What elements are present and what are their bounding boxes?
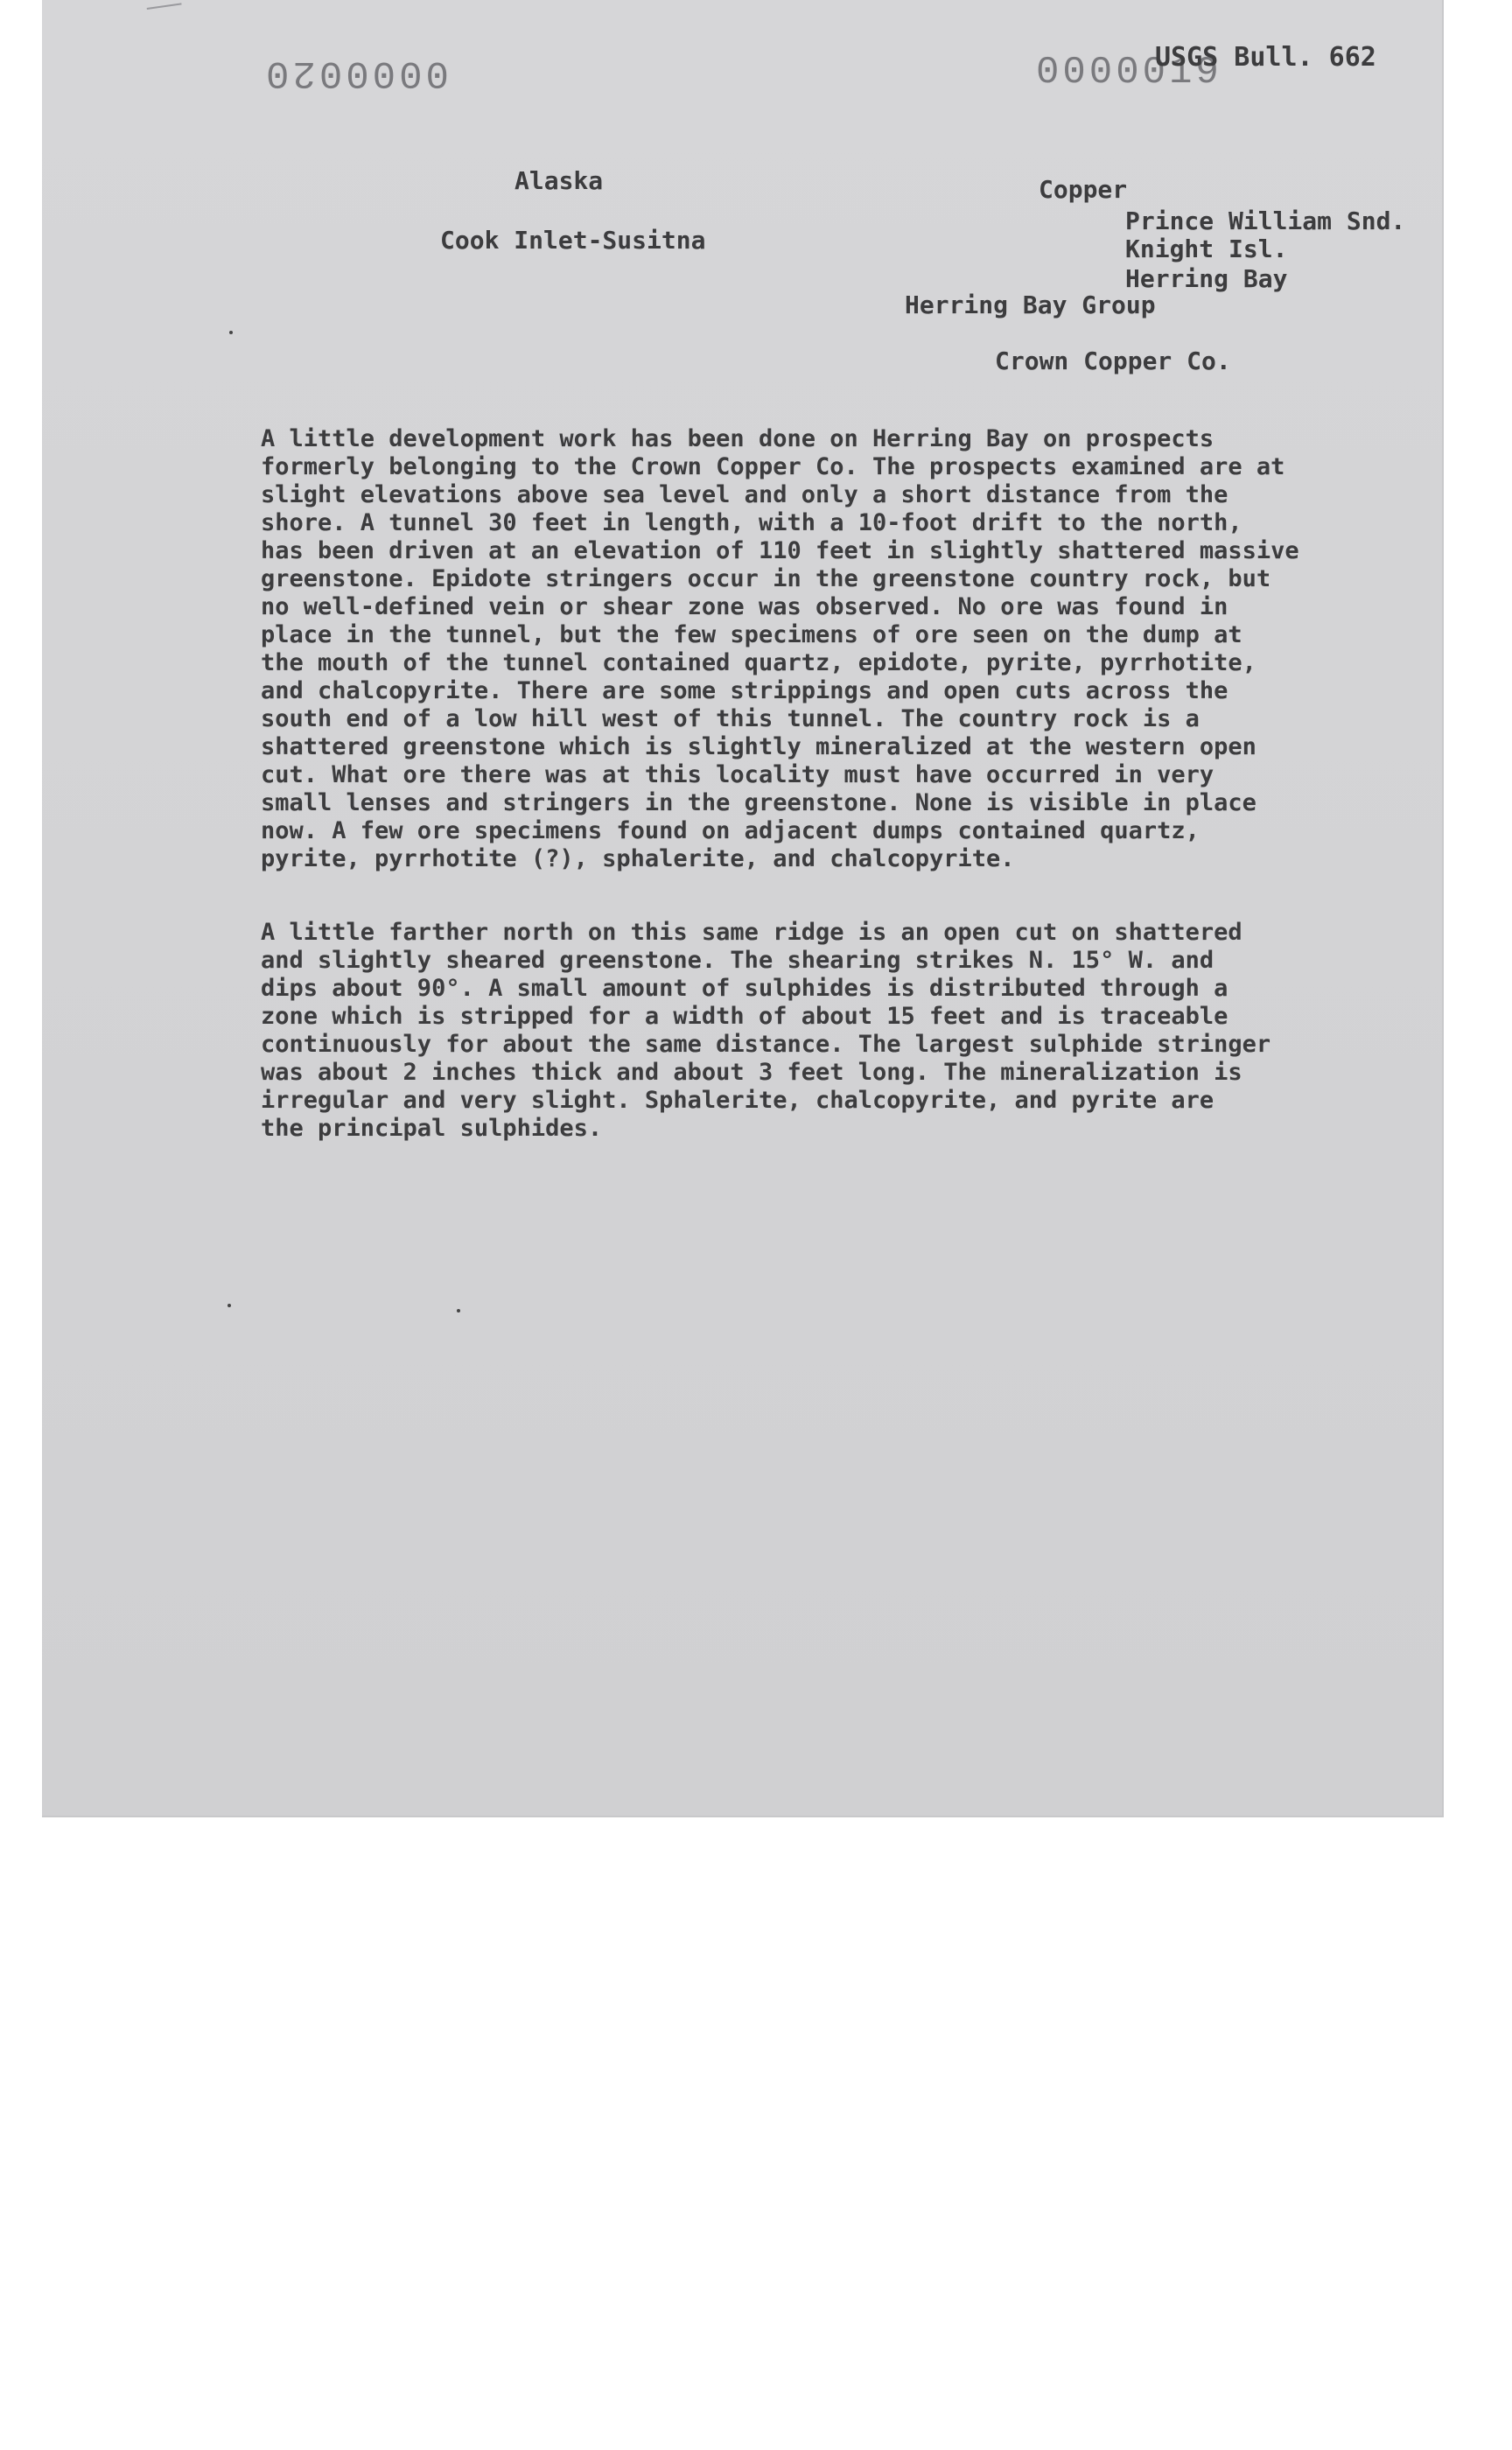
scan-speck [229, 331, 233, 334]
group-label: Herring Bay Group [905, 290, 1156, 319]
corner-mark [147, 3, 186, 38]
page-stamp-left: 0000020 [262, 51, 449, 94]
commodity-label: Copper [1039, 175, 1128, 204]
page-stamp-right: 0000019 [1036, 51, 1222, 94]
state-label: Alaska [514, 166, 604, 195]
scan-speck [457, 1309, 460, 1312]
body-paragraph: A little development work has been done on Herring Bay on prospects formerly belonging to the Crown Copper Co. The prospects examined are at slight elevations above sea level and only a short distance from the shore. A tunnel 30 feet in length, with a 10-foot drift to the north, has been driven at an elevation of 110 feet in slightly shattered massive greenstone. Epidote stringers occur in the greenstone country rock, but no well-defined vein or shear zone was observed. No ore was found in place in the tunnel, but the few specimens of ore seen on the dump at the mouth of the tunnel contained quartz, epidote, pyrite, pyrrhotite, and chalcopyrite. There are some strippings and open cuts across the south end of a low hill west of this tunnel. The country rock is a shattered greenstone which is slightly mineralized at the western open cut. What ore there was at this locality must have occurred in very small lenses and stringers in the greenstone. None is visible in place now. A few ore specimens found on adjacent dumps contained quartz, pyrite, pyrrhotite (?), sphalerite, and chalcopyrite. [261, 425, 1299, 872]
location-line: Prince William Snd. [1125, 206, 1406, 235]
scan-speck [228, 1304, 231, 1307]
district-label: Cook Inlet-Susitna [440, 226, 706, 255]
location-line: Herring Bay [1125, 264, 1288, 293]
body-paragraph: A little farther north on this same ridge is an open cut on shattered and slightly sheared greenstone. The shearing strikes N. 15° W. and dips about 90°. A small amount of sulphides is distributed through a zone which is stripped for a width of about 15 feet and is traceable continuously for about the same distance. The largest sulphide stringer was about 2 inches thick and about 3 feet long. The mineralization is irregular and very slight. Sphalerite, chalcopyrite, and pyrite are the principal sulphides. [261, 919, 1271, 1142]
reference-label: USGS Bull. 662 [1155, 42, 1376, 73]
scanned-page [42, 0, 1444, 1817]
location-line: Knight Isl. [1125, 234, 1288, 263]
company-label: Crown Copper Co. [995, 346, 1231, 375]
